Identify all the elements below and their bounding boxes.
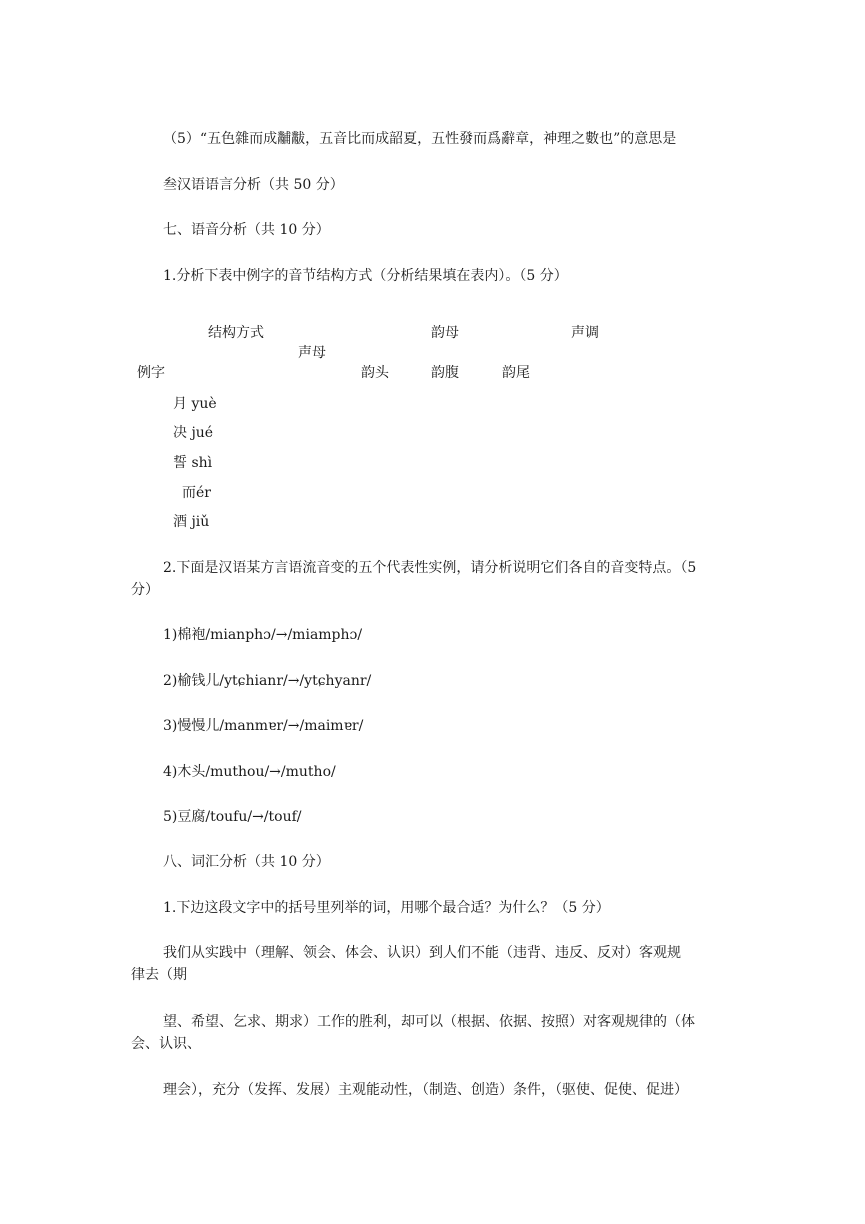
- table-row: 而ér: [182, 485, 211, 501]
- table-row: 誓 shì: [173, 455, 213, 471]
- question-7-2-text: 2.下面是汉语某方言语流音变的五个代表性实例，请分析说明它们各自的音变特点。（5: [163, 560, 697, 576]
- passage-line-2-cont: 会、认识、: [131, 1036, 201, 1052]
- section-8-title: 八、词汇分析（共 10 分）: [163, 854, 330, 870]
- question-7-1-text: 1.分析下表中例字的音节结构方式（分析结果填在表内）。（5 分）: [163, 268, 568, 284]
- table-row: 月 yuè: [173, 396, 217, 412]
- section-7-title: 七、语音分析（共 10 分）: [163, 222, 330, 238]
- passage-line-3: 理会），充分（发挥、发展）主观能动性，（制造、创造）条件，（驱使、促使、促进）: [163, 1082, 688, 1098]
- sound-change-example-3: 3)慢慢儿/manmɐr/→/maimɐr/: [163, 718, 364, 734]
- sound-change-example-5: 5)豆腐/toufu/→/touf/: [163, 809, 302, 825]
- table-row: 酒 jiǔ: [173, 514, 210, 530]
- question-7-2-text-cont: 分）: [131, 582, 159, 598]
- passage-line-2: 望、希望、乞求、期求）工作的胜利，却可以（根据、依据、按照）对客观规律的（体: [163, 1014, 695, 1030]
- table-header-final: 韵母: [431, 325, 459, 341]
- table-header-initial: 声母: [298, 345, 326, 361]
- question-8-1-text: 1.下边这段文字中的括号里列举的词，用哪个最合适？为什么？（5 分）: [163, 900, 610, 916]
- table-header-nucleus: 韵腹: [431, 365, 459, 381]
- sound-change-example-4: 4)木头/muthou/→/mutho/: [163, 764, 336, 780]
- table-header-coda: 韵尾: [502, 365, 530, 381]
- sound-change-example-1: 1)棉袍/mianphɔ/→/miamphɔ/: [163, 627, 363, 643]
- question-5-text: （5）“五色雜而成黼黻，五音比而成韶夏，五性發而爲辭章，神理之數也”的意思是: [163, 131, 677, 147]
- table-header-example: 例字: [137, 365, 165, 381]
- part-3-title: 叁汉语语言分析（共 50 分）: [163, 177, 344, 193]
- table-row: 决 jué: [173, 425, 214, 441]
- passage-line-1-cont: 律去（期: [131, 967, 187, 983]
- passage-line-1: 我们从实践中（理解、领会、体会、认识）到人们不能（违背、违反、反对）客观规: [163, 945, 681, 961]
- table-header-structure: 结构方式: [208, 325, 264, 341]
- sound-change-example-2: 2)榆钱儿/ytɕhianr/→/ytɕhyanr/: [163, 673, 372, 689]
- table-header-medial: 韵头: [361, 365, 389, 381]
- table-header-tone: 声调: [571, 325, 599, 341]
